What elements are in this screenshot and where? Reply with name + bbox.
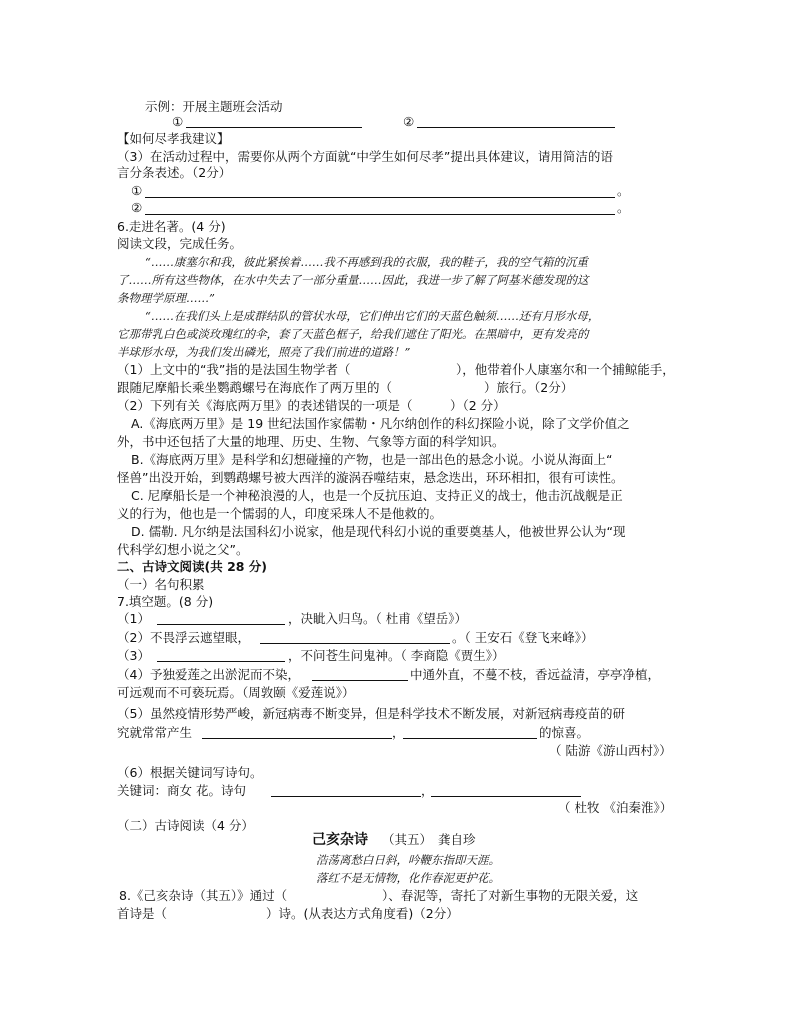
q6-instruction: 阅读文段，完成任务。	[117, 236, 243, 251]
part2-sub1: （一）名句积累	[117, 577, 205, 592]
poem-subtitle: （其五）	[381, 832, 432, 847]
q8-part4: ）诗。(从表达方式角度看)（2分）	[266, 906, 459, 921]
q6-2-prompt: （2）下列有关《海底两万里》的表述错误的一项是（ ）（2 分）	[117, 398, 506, 413]
fill-2-source: 。（ 王安石《登飞来峰》）	[452, 630, 594, 645]
poem-title: 己亥杂诗	[312, 832, 368, 848]
passage1-line3: 条物理学原理……”	[117, 291, 215, 305]
fill-6-blank-1[interactable]	[271, 796, 421, 797]
q7-title: 7.填空题。(8 分)	[117, 594, 214, 609]
fill-4-part1: （4）予独爱莲之出淤泥而不染，	[117, 667, 300, 682]
example-blank-2-marker: ②	[403, 114, 415, 129]
example-blank-1[interactable]	[186, 127, 362, 128]
q3-prompt-line1: （3）在活动过程中，需要你从两个方面就“中学生如何尽孝”提出具体建议，请用简洁的语	[117, 149, 613, 164]
fill-1-blank[interactable]	[157, 624, 285, 625]
fill-1-num: （1）	[117, 611, 150, 626]
option-a-line1: A.《海底两万里》是 19 世纪法国作家儒勒・凡尔纳创作的科幻探险小说，除了文学价值之	[131, 416, 630, 431]
poem-author: 龚自珍	[437, 832, 476, 847]
option-a-line2: 外，书中还包括了大量的地理、历史、生物、气象等方面的科学知识。	[117, 434, 505, 449]
option-c-line1: C. 尼摩船长是一个神秘浪漫的人，也是一个反抗压迫、支持正义的战士，他击沉战舰是正	[131, 488, 623, 503]
fill-5-source: （ 陆游《游山西村》）	[549, 743, 672, 758]
q8-part3: 首诗是（	[117, 906, 168, 921]
q8-part1: 8.《己亥杂诗（其五）》通过（	[119, 888, 288, 903]
fill-6-keyword: 关键词：商女 花。诗句	[117, 783, 246, 798]
option-d-line2: 代科学幻想小说之父”。	[117, 542, 249, 557]
fill-6-part1: （6）根据关键词写诗句。	[117, 765, 263, 780]
fill-3-text: ，不问苍生问鬼神。（ 李商隐《贾生》）	[288, 648, 505, 663]
passage2-line1: “……在我们头上是成群结队的管状水母，它们伸出它们的天蓝色触须……还有月形水母，	[145, 309, 600, 323]
option-d-line1: D. 儒勒. 凡尔纳是法国科幻小说家，他是现代科幻小说的重要奠基人，他被世界公认为“现	[131, 524, 626, 539]
q3-answer-1-line[interactable]	[145, 197, 615, 198]
fill-6-comma: ，	[421, 783, 434, 798]
fill-5-part1: （5）虽然疫情形势严峻，新冠病毒不断变异，但是科学技术不断发展，对新冠病毒疫苗的研	[117, 706, 625, 721]
part2-title: 二、古诗文阅读(共 28 分)	[117, 559, 268, 574]
poem-title-line	[312, 832, 476, 848]
q3-answer-2-marker: ②	[131, 200, 143, 215]
fill-4-part3: 可远观而不可亵玩焉。（周敦颐《爱莲说》）	[117, 685, 355, 700]
fill-2-blank[interactable]	[260, 643, 450, 644]
section-header-suggest: 【如何尽孝我建议】	[117, 131, 230, 146]
passage1-line1: “……康塞尔和我，彼此紧挨着……我不再感到我的衣服，我的鞋子，我的空气箱的沉重	[145, 255, 588, 269]
fill-5-blank-2[interactable]	[403, 738, 537, 739]
q3-answer-2-end: 。	[617, 200, 630, 215]
q3-answer-2-line[interactable]	[145, 214, 615, 215]
passage1-line2: 了……所有这些物体，在水中失去了一部分重量……因此，我进一步了解了阿基米德发现的这	[117, 273, 589, 287]
fill-6-blank-2[interactable]	[431, 796, 581, 797]
poem-line2: 落红不是无情物，化作春泥更护花。	[316, 871, 500, 885]
passage2-line2: 它那带乳白色或淡玫瑰红的伞，套了天蓝色框子，给我们遮住了阳光。在黑暗中，更有发亮的	[117, 327, 589, 341]
q6-title: 6.走进名著。(4 分)	[117, 219, 226, 234]
q3-answer-1-marker: ①	[131, 183, 143, 198]
part2-sub2: （二）古诗阅读（4 分）	[117, 818, 254, 833]
q6-1-part3: 跟随尼摩船长乘坐鹦鹉螺号在海底作了两万里的（	[117, 380, 393, 395]
q8-part2: ）、春泥等，寄托了对新生事物的无限关爱，这	[382, 888, 639, 903]
fill-4-blank[interactable]	[312, 680, 408, 681]
fill-6-source: （ 杜牧 《泊秦淮》）	[558, 800, 673, 815]
example-blank-1-marker: ①	[172, 114, 184, 129]
poem-line1: 浩荡离愁白日斜，吟鞭东指即天涯。	[316, 853, 500, 867]
fill-3-num: （3）	[117, 648, 150, 663]
example-text: 示例：开展主题班会活动	[145, 99, 283, 114]
fill-1-text: ，决眦入归鸟。（ 杜甫《望岳》）	[288, 611, 467, 626]
q6-1-part4: ）旅行。（2分）	[484, 380, 574, 395]
q3-answer-1-end: 。	[617, 183, 630, 198]
q3-prompt-line2: 言分条表述。（2分）	[117, 165, 232, 180]
q6-1-part1: （1）上文中的“我”指的是法国生物学者（	[117, 362, 351, 377]
fill-5-part2: 究就常常产生	[117, 725, 193, 740]
fill-3-blank[interactable]	[157, 661, 285, 662]
example-blank-2[interactable]	[417, 127, 615, 128]
option-b-line1: B.《海底两万里》是科学和幻想碰撞的产物，也是一部出色的悬念小说。小说从海面上“	[131, 452, 613, 467]
passage2-line3: 半球形水母，为我们发出磷光，照亮了我们前进的道路！”	[117, 345, 411, 359]
fill-5-part3: 的惊喜。	[539, 725, 590, 740]
option-b-line2: 怪兽”出没开始，到鹦鹉螺号被大西洋的漩涡吞噬结束，悬念迭出，环环相扣，很有可读性。	[117, 470, 624, 485]
fill-5-blank-1[interactable]	[202, 738, 392, 739]
fill-4-part2: 中通外直，不蔓不枝，香远益清，亭亭净植，	[410, 667, 661, 682]
fill-2-text: （2）不畏浮云遮望眼，	[117, 630, 250, 645]
q6-1-part2: ），他带着仆人康塞尔和一个捕鲸能手，	[456, 362, 675, 377]
fill-5-comma: ，	[392, 725, 405, 740]
option-c-line2: 义的行为，他也是一个懦弱的人，印度采珠人不是他救的。	[117, 506, 443, 521]
